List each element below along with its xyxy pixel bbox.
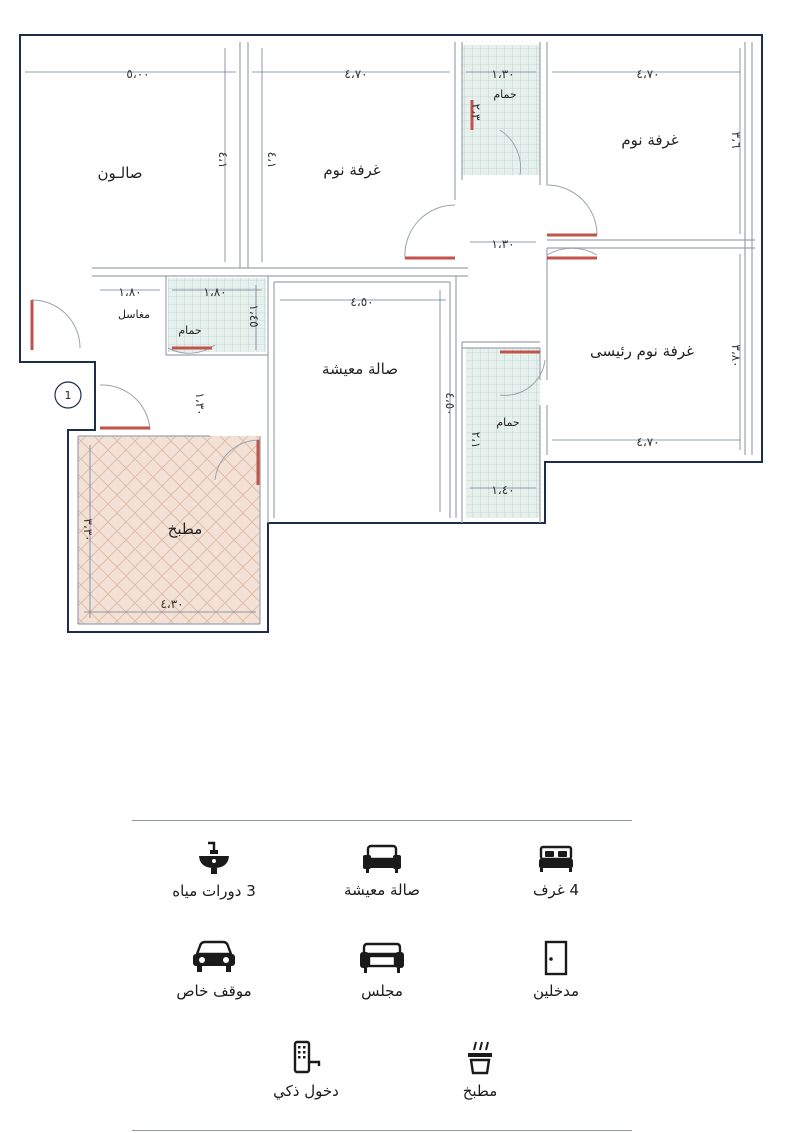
- feature-rooms-label: 4 غرف: [533, 881, 579, 899]
- dim-kitchen-height: ٣،٣٠: [81, 518, 95, 542]
- dim-living-width: ٤،٥٠: [350, 295, 374, 309]
- entrance-marker-number: 1: [64, 389, 72, 402]
- sink-icon: [194, 840, 234, 876]
- armchair-icon: [359, 940, 405, 976]
- car-icon: [191, 940, 237, 976]
- feature-smart-entry: [226, 1040, 386, 1100]
- label-bath-low: حمام: [496, 416, 520, 429]
- dim-salon-height: ٤،١: [216, 151, 230, 169]
- dim-bed1-width: ٤،٧٠: [344, 67, 368, 81]
- feature-parking: [134, 940, 294, 1000]
- dim-living-height: ٤،٥٠: [443, 392, 457, 416]
- feature-bathrooms-label: 3 دورات مياه: [172, 882, 256, 900]
- label-bedroom-1: غرفة نوم: [323, 161, 381, 179]
- feature-kitchen: [400, 1040, 560, 1100]
- dim-bath-mid-height: ١،٤٥: [247, 304, 261, 328]
- feature-majlis: [302, 940, 462, 1000]
- dim-bath-top-width: ١،٣٠: [491, 67, 515, 81]
- feature-entrances: [476, 940, 636, 1000]
- feature-rooms: [476, 843, 636, 899]
- dim-bath-low-height: ٢،١: [469, 431, 483, 449]
- dim-bath-low-width: ١،٤٠: [491, 483, 515, 497]
- dim-sinks-width: ١،٨٠: [118, 285, 142, 299]
- feature-living-hall: [302, 843, 462, 899]
- divider-bottom: [132, 1130, 632, 1131]
- feature-entrances-label: مدخلين: [532, 982, 580, 1000]
- label-sinks: مغاسل: [117, 308, 151, 321]
- bed-icon: [536, 843, 576, 875]
- label-bedroom-2: غرفة نوم: [621, 131, 679, 149]
- dim-bath-mid-width: ١،٨٠: [203, 285, 227, 299]
- kitchen-icon: [463, 1040, 497, 1076]
- feature-living-hall-label: صالة معيشة: [344, 881, 420, 899]
- smart-lock-icon: [289, 1040, 323, 1076]
- dim-bed2-width: ٤،٧٠: [636, 67, 660, 81]
- label-salon: صالـون: [97, 164, 143, 182]
- dim-bath-top-height: ٢،٣: [469, 103, 483, 121]
- label-master-bedroom: غرفة نوم رئيسى: [590, 342, 694, 360]
- label-bath-top: حمام: [493, 88, 517, 101]
- dim-master-width: ٤،٧٠: [636, 435, 660, 449]
- dim-bed1-height: ٤،١: [265, 151, 279, 169]
- sofa-icon: [361, 843, 403, 875]
- feature-majlis-label: مجلس: [361, 982, 403, 1000]
- label-living-hall: صالة معيشة: [322, 360, 398, 378]
- label-kitchen: مطبخ: [167, 520, 203, 538]
- dim-salon-width: ٥،٠٠: [126, 67, 150, 81]
- dim-bed2-height: ٣،٦: [729, 131, 743, 149]
- dim-corridor-width: ١،٣٠: [491, 237, 515, 251]
- feature-kitchen-label: مطبخ: [462, 1082, 498, 1100]
- divider-top: [132, 820, 632, 821]
- door-icon: [541, 940, 571, 976]
- feature-parking-label: موقف خاص: [176, 982, 252, 1000]
- label-bath-mid: حمام: [178, 324, 202, 337]
- feature-bathrooms: [134, 840, 294, 900]
- dim-kitchen-width: ٤،٣٠: [160, 597, 184, 611]
- feature-smart-entry-label: دخول ذكي: [273, 1082, 339, 1100]
- dim-passage-height: ١،٣٠: [193, 392, 207, 416]
- dim-master-height: ٣،٨٠: [729, 344, 743, 368]
